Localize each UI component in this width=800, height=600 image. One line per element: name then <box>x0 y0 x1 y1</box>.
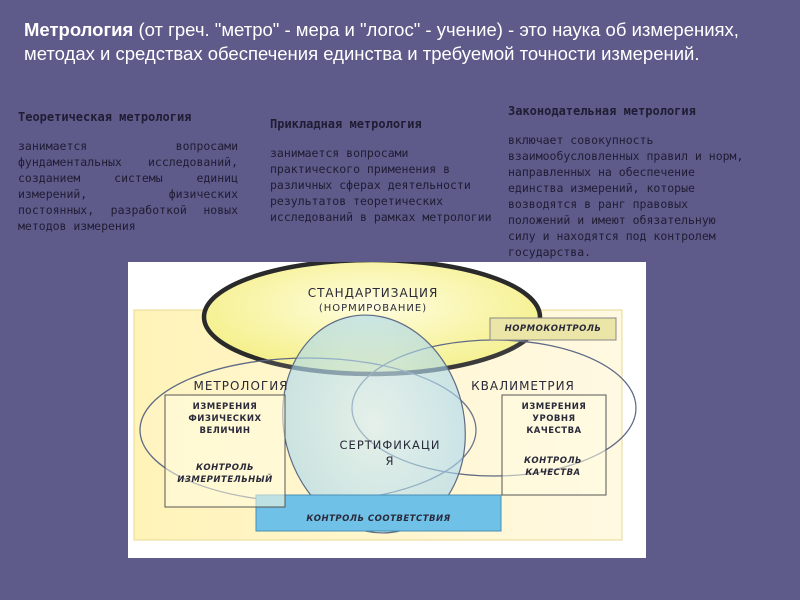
title-definition: (от греч. "метро" - мера и "логос" - учение) - это наука об измерениях, методах и средствах обеспечения единства и требуемой точности измерений. <box>24 19 739 64</box>
physical-measurement-label: ИЗМЕРЕНИЯ ФИЗИЧЕСКИХ ВЕЛИЧИН <box>188 402 262 436</box>
conformity-control-label: КОНТРОЛЬ СООТВЕТСТВИЯ <box>306 514 451 524</box>
normirovanie-label: (НОРМИРОВАНИЕ) <box>318 303 428 314</box>
applied-metrology-heading: Прикладная метрология <box>270 117 422 131</box>
theoretical-metrology-block <box>18 110 238 234</box>
legal-metrology-heading: Законодательная метрология <box>508 104 696 118</box>
measurement-control-label: КОНТРОЛЬ ИЗМЕРИТЕЛЬНЫЙ <box>177 463 273 485</box>
applied-metrology-block <box>270 117 498 225</box>
certification-label: СЕРТИФИКАЦИ Я <box>339 438 441 468</box>
title-term: Метрология <box>24 19 134 40</box>
quality-control-label: КОНТРОЛЬ КАЧЕСТВА <box>523 456 583 478</box>
legal-metrology-text: включает совокупность взаимообусловленных правил и норм, направленных на обеспечение единства измерений, которые возводятся в ранг правовых положений и имеют обязательную силу и находятся под контролем государства. <box>508 133 744 259</box>
applied-metrology-text: занимается вопросами практического применения в различных сферах деятельности результатов теоретических исследований в рамках метрологии <box>270 146 492 224</box>
qualimetry-label: КВАЛИМЕТРИЯ <box>471 379 575 393</box>
standardization-label: СТАНДАРТИЗАЦИЯ <box>307 286 439 300</box>
theoretical-metrology-heading: Теоретическая метрология <box>18 110 192 124</box>
page-title <box>24 18 784 66</box>
normocontrol-label: НОРМОКОНТРОЛЬ <box>504 324 602 334</box>
metrology-label: МЕТРОЛОГИЯ <box>193 379 289 393</box>
metrology-venn-diagram <box>128 262 646 558</box>
theoretical-metrology-text: занимается вопросами фундаментальных исследований, созданием системы единиц измерений, физических постоянных, разработкой новых методов измерения <box>18 139 238 233</box>
legal-metrology-block <box>508 104 744 260</box>
quality-measurement-label: ИЗМЕРЕНИЯ УРОВНЯ КАЧЕСТВА <box>521 402 587 436</box>
